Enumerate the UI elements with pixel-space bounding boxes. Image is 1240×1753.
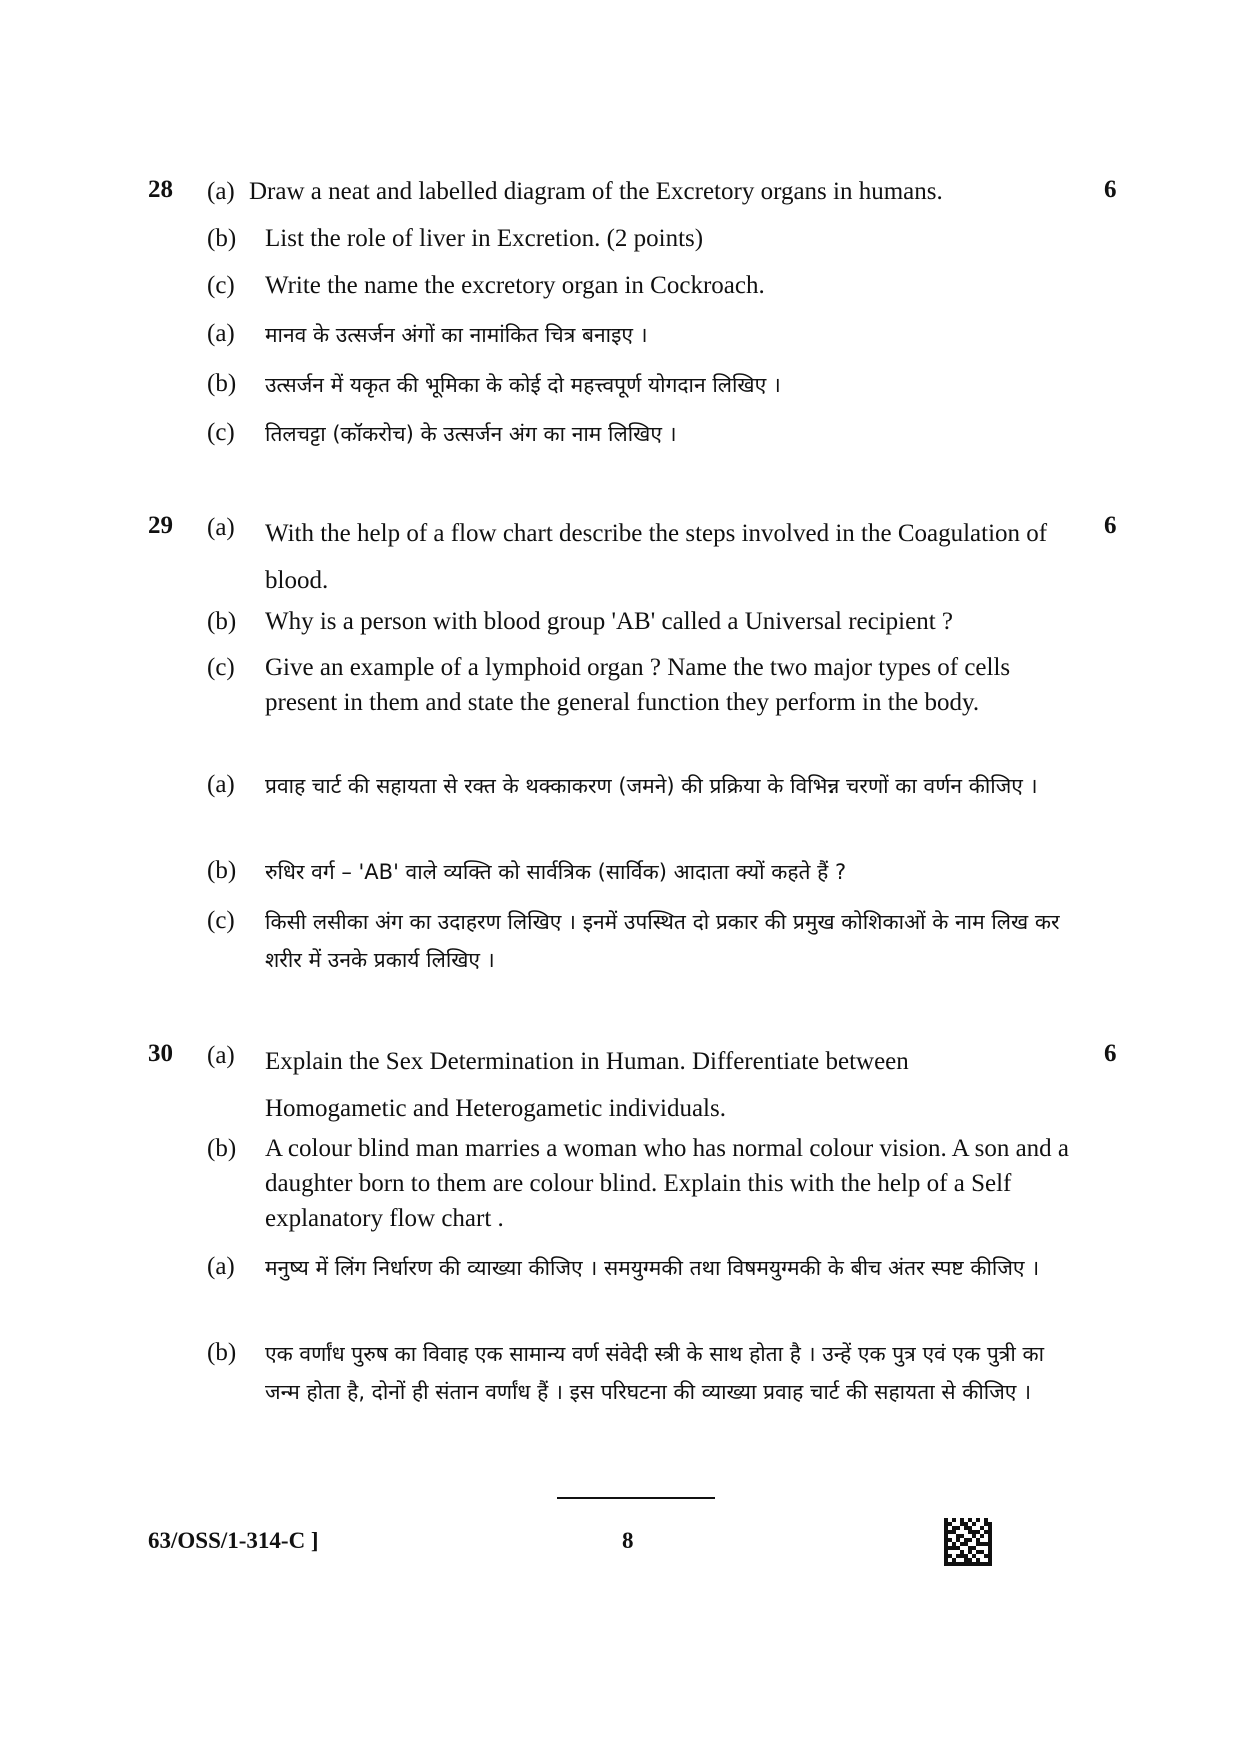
- page-number: 8: [622, 1528, 634, 1553]
- part-letter: (b): [207, 608, 237, 635]
- part-letter: (a): [207, 1042, 235, 1069]
- part-text: Draw a neat and labelled diagram of the Excretory organs in humans.: [249, 178, 943, 205]
- part-text: एक वर्णांध पुरुष का विवाह एक सामान्य वर्ण संवेदी स्त्री के साथ होता है । उन्हें एक पुत्र एवं एक पुत्री का जन्म होता है, दोनों ही संतान वर्णांध हैं । इस परिघटना की व्याख्या प्रवाह चार्ट की सहायता से कीजिए ।: [265, 1342, 1045, 1404]
- part-text: Write the name the excretory organ in Cockroach.: [265, 272, 765, 299]
- part-text: रुधिर वर्ग – 'AB' वाले व्यक्ति को सार्वत्रिक (सार्विक) आदाता क्यों कहते हैं ?: [265, 860, 847, 884]
- part-letter: (b): [207, 857, 237, 884]
- part-letter: (a): [207, 771, 235, 798]
- question-marks: 6: [1104, 512, 1117, 539]
- part-text: मनुष्य में लिंग निर्धारण की व्याख्या कीजिए । समयुग्मकी तथा विषमयुग्मकी के बीच अंतर स्पष्ट कीजिए ।: [265, 1256, 1040, 1280]
- part-text: With the help of a flow chart describe the steps involved in the Coagulation of blood.: [265, 520, 1048, 594]
- part-text: Explain the Sex Determination in Human. Differentiate between Homogametic and Heterogametic individuals.: [265, 1048, 909, 1122]
- part-letter: (a): [207, 178, 235, 205]
- part-text: Why is a person with blood group 'AB' called a Universal recipient ?: [265, 608, 953, 635]
- part-letter: (b): [207, 370, 237, 397]
- part-letter: (c): [207, 654, 235, 681]
- paper-code: 63/OSS/1-314-C ]: [148, 1528, 319, 1553]
- part-text: प्रवाह चार्ट की सहायता से रक्त के थक्काकरण (जमने) की प्रक्रिया के विभिन्न चरणों का वर्णन कीजिए ।: [265, 774, 1038, 798]
- question-number: 30: [148, 1040, 173, 1067]
- part-text: Give an example of a lymphoid organ ? Name the two major types of cells present in them and state the general function they perform in the body.: [265, 654, 1011, 716]
- part-letter: (b): [207, 1135, 237, 1162]
- part-text: उत्सर्जन में यकृत की भूमिका के कोई दो महत्त्वपूर्ण योगदान लिखिए ।: [265, 373, 781, 397]
- part-text: मानव के उत्सर्जन अंगों का नामांकित चित्र बनाइए ।: [265, 323, 648, 347]
- part-text: किसी लसीका अंग का उदाहरण लिखिए । इनमें उपस्थित दो प्रकार की प्रमुख कोशिकाओं के नाम लिख कर शरीर में उनके प्रकार्य लिखिए ।: [265, 910, 1060, 972]
- part-letter: (a): [207, 1253, 235, 1280]
- part-letter: (c): [207, 419, 235, 446]
- question-marks: 6: [1104, 176, 1117, 203]
- end-divider: [557, 1497, 715, 1499]
- question-number: 29: [148, 512, 173, 539]
- part-letter: (b): [207, 225, 237, 252]
- part-text: तिलचट्टा (कॉकरोच) के उत्सर्जन अंग का नाम लिखिए ।: [265, 422, 677, 446]
- part-letter: (c): [207, 907, 235, 934]
- part-text: A colour blind man marries a woman who has normal colour vision. A son and a daughter born to them are colour blind. Explain this with the help of a Self explanatory flow chart .: [265, 1135, 1070, 1232]
- question-marks: 6: [1104, 1040, 1117, 1067]
- part-letter: (a): [207, 320, 235, 347]
- part-letter: (b): [207, 1339, 237, 1366]
- datamatrix-code-icon: [944, 1518, 992, 1566]
- part-text: List the role of liver in Excretion. (2 points): [265, 225, 704, 252]
- question-number: 28: [148, 176, 173, 203]
- part-letter: (a): [207, 514, 235, 541]
- part-letter: (c): [207, 272, 235, 299]
